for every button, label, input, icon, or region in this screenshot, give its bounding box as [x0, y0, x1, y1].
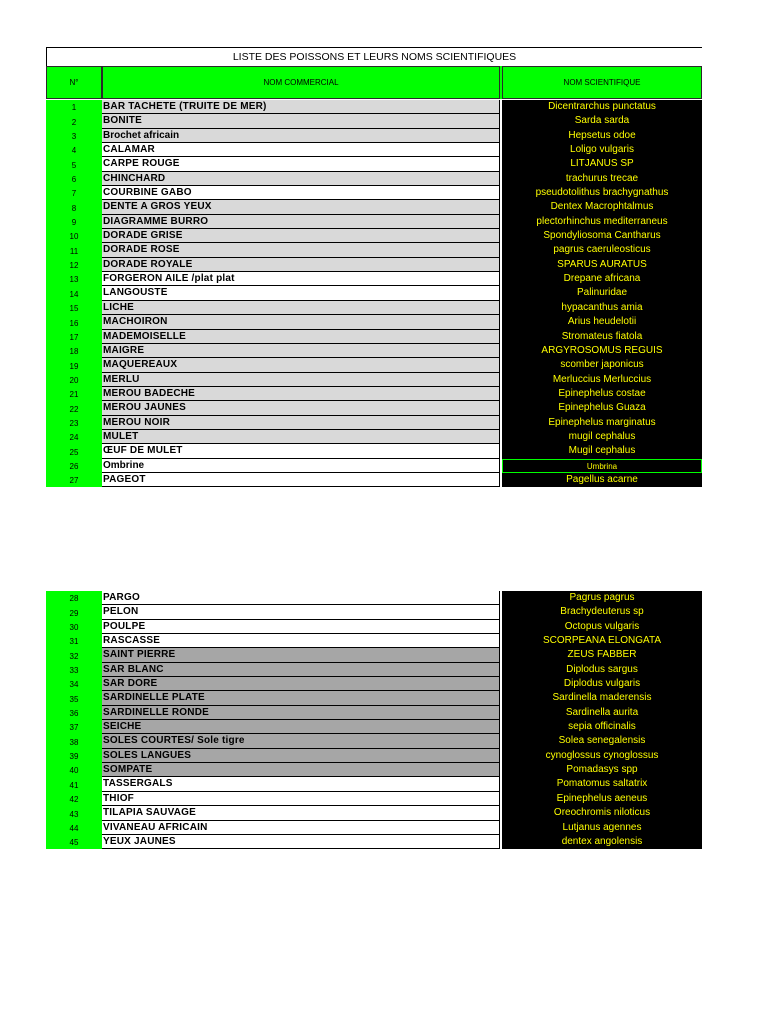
- fish-table-part-2: [46, 591, 702, 849]
- scientific-name-cell: Stromateus fiatola: [502, 330, 702, 344]
- commercial-name-cell: SAR DORE: [102, 677, 500, 691]
- table-row: [46, 444, 702, 458]
- row-number: 30: [46, 620, 102, 634]
- row-number: 14: [46, 286, 102, 300]
- scientific-name-cell: cynoglossus cynoglossus: [502, 749, 702, 763]
- scientific-name-cell: ARGYROSOMUS REGUIS: [502, 344, 702, 358]
- row-number: 37: [46, 720, 102, 734]
- commercial-name-cell: RASCASSE: [102, 634, 500, 648]
- scientific-name-cell: Pagellus acarne: [502, 473, 702, 487]
- scientific-name-cell: Merluccius Merluccius: [502, 373, 702, 387]
- table-row: [46, 157, 702, 171]
- row-number: 39: [46, 749, 102, 763]
- scientific-name-cell: Dentex Macrophtalmus: [502, 200, 702, 214]
- row-number: 2: [46, 114, 102, 128]
- commercial-name-cell: SEICHE: [102, 720, 500, 734]
- scientific-name-cell: sepia officinalis: [502, 720, 702, 734]
- scientific-name-cell: Brachydeuterus sp: [502, 605, 702, 619]
- table-row: [46, 215, 702, 229]
- scientific-name-cell: mugil cephalus: [502, 430, 702, 444]
- table-row: [46, 720, 702, 734]
- commercial-name-cell: MEROU BADECHE: [102, 387, 500, 401]
- commercial-name-cell: MULET: [102, 430, 500, 444]
- commercial-name-cell: VIVANEAU AFRICAIN: [102, 821, 500, 835]
- scientific-name-cell: LITJANUS SP: [502, 157, 702, 171]
- table-row: [46, 243, 702, 257]
- commercial-name-cell: COURBINE GABO: [102, 186, 500, 200]
- table-row: [46, 749, 702, 763]
- commercial-name-cell: BONITE: [102, 114, 500, 128]
- row-number: 27: [46, 473, 102, 487]
- table-row: [46, 706, 702, 720]
- scientific-name-cell: Epinephelus Guaza: [502, 401, 702, 415]
- commercial-name-cell: CALAMAR: [102, 143, 500, 157]
- row-number: 8: [46, 200, 102, 214]
- commercial-name-cell: CARPE ROUGE: [102, 157, 500, 171]
- row-number: 34: [46, 677, 102, 691]
- table-body-2: [46, 591, 702, 849]
- commercial-name-cell: PARGO: [102, 591, 500, 605]
- row-number: 18: [46, 344, 102, 358]
- scientific-name-cell: Epinephelus costae: [502, 387, 702, 401]
- table-row: [46, 286, 702, 300]
- row-number: 21: [46, 387, 102, 401]
- table-row: [46, 114, 702, 128]
- commercial-name-cell: DORADE ROYALE: [102, 258, 500, 272]
- table-header-row: [46, 66, 702, 99]
- row-number: 11: [46, 243, 102, 257]
- table-row: [46, 459, 702, 473]
- table-row: [46, 792, 702, 806]
- scientific-name-cell: pagrus caeruleosticus: [502, 243, 702, 257]
- table-row: [46, 777, 702, 791]
- scientific-name-cell: dentex angolensis: [502, 835, 702, 849]
- table-row: [46, 186, 702, 200]
- scientific-name-cell: plectorhinchus mediterraneus: [502, 215, 702, 229]
- table-row: [46, 315, 702, 329]
- header-scientific-name: NOM SCIENTIFIQUE: [502, 66, 702, 99]
- row-number: 22: [46, 401, 102, 415]
- row-number: 23: [46, 416, 102, 430]
- table-row: [46, 734, 702, 748]
- scientific-name-cell: Drepane africana: [502, 272, 702, 286]
- commercial-name-cell: SOLES COURTES/ Sole tigre: [102, 734, 500, 748]
- commercial-name-cell: POULPE: [102, 620, 500, 634]
- commercial-name-cell: Brochet africain: [102, 129, 500, 143]
- scientific-name-cell: Solea senegalensis: [502, 734, 702, 748]
- scientific-name-cell: Mugil cephalus: [502, 444, 702, 458]
- row-number: 3: [46, 129, 102, 143]
- commercial-name-cell: DORADE ROSE: [102, 243, 500, 257]
- row-number: 19: [46, 358, 102, 372]
- row-number: 25: [46, 444, 102, 458]
- row-number: 36: [46, 706, 102, 720]
- row-number: 1: [46, 100, 102, 114]
- commercial-name-cell: SAINT PIERRE: [102, 648, 500, 662]
- table-row: [46, 763, 702, 777]
- commercial-name-cell: LANGOUSTE: [102, 286, 500, 300]
- scientific-name-cell: Palinuridae: [502, 286, 702, 300]
- header-commercial-name: NOM COMMERCIAL: [102, 66, 500, 99]
- table-row: [46, 229, 702, 243]
- row-number: 17: [46, 330, 102, 344]
- row-number: 13: [46, 272, 102, 286]
- table-row: [46, 344, 702, 358]
- scientific-name-cell: Sardinella aurita: [502, 706, 702, 720]
- table-row: [46, 821, 702, 835]
- row-number: 43: [46, 806, 102, 820]
- table-row: [46, 358, 702, 372]
- commercial-name-cell: SOLES LANGUES: [102, 749, 500, 763]
- table-row: [46, 373, 702, 387]
- row-number: 5: [46, 157, 102, 171]
- scientific-name-cell: Epinephelus aeneus: [502, 792, 702, 806]
- scientific-name-cell: Arius heudelotii: [502, 315, 702, 329]
- scientific-name-cell: Dicentrarchus punctatus: [502, 100, 702, 114]
- scientific-name-cell: Umbrina: [502, 459, 702, 473]
- row-number: 31: [46, 634, 102, 648]
- scientific-name-cell: Loligo vulgaris: [502, 143, 702, 157]
- commercial-name-cell: CHINCHARD: [102, 172, 500, 186]
- scientific-name-cell: scomber japonicus: [502, 358, 702, 372]
- table-row: [46, 648, 702, 662]
- commercial-name-cell: TASSERGALS: [102, 777, 500, 791]
- scientific-name-cell: SCORPEANA ELONGATA: [502, 634, 702, 648]
- table-row: [46, 100, 702, 114]
- commercial-name-cell: LICHE: [102, 301, 500, 315]
- scientific-name-cell: Hepsetus odoe: [502, 129, 702, 143]
- commercial-name-cell: SARDINELLE RONDE: [102, 706, 500, 720]
- table-row: [46, 301, 702, 315]
- commercial-name-cell: DORADE GRISE: [102, 229, 500, 243]
- table-title: LISTE DES POISSONS ET LEURS NOMS SCIENTIFIQUES: [46, 47, 702, 66]
- scientific-name-cell: Pomatomus saltatrix: [502, 777, 702, 791]
- row-number: 20: [46, 373, 102, 387]
- fish-table-part-1: [46, 47, 702, 487]
- commercial-name-cell: MADEMOISELLE: [102, 330, 500, 344]
- commercial-name-cell: TILAPIA SAUVAGE: [102, 806, 500, 820]
- table-row: [46, 806, 702, 820]
- commercial-name-cell: SARDINELLE PLATE: [102, 691, 500, 705]
- row-number: 32: [46, 648, 102, 662]
- scientific-name-cell: Diplodus sargus: [502, 663, 702, 677]
- table-row: [46, 663, 702, 677]
- commercial-name-cell: ŒUF DE MULET: [102, 444, 500, 458]
- row-number: 29: [46, 605, 102, 619]
- table-row: [46, 605, 702, 619]
- scientific-name-cell: Pomadasys spp: [502, 763, 702, 777]
- commercial-name-cell: SAR BLANC: [102, 663, 500, 677]
- scientific-name-cell: Oreochromis niloticus: [502, 806, 702, 820]
- table-row: [46, 200, 702, 214]
- table-row: [46, 272, 702, 286]
- row-number: 44: [46, 821, 102, 835]
- scientific-name-cell: Diplodus vulgaris: [502, 677, 702, 691]
- commercial-name-cell: THIOF: [102, 792, 500, 806]
- commercial-name-cell: BAR TACHETE (TRUITE DE MER): [102, 100, 500, 114]
- commercial-name-cell: PAGEOT: [102, 473, 500, 487]
- commercial-name-cell: DIAGRAMME BURRO: [102, 215, 500, 229]
- commercial-name-cell: MAIGRE: [102, 344, 500, 358]
- header-number: N°: [46, 66, 102, 99]
- row-number: 35: [46, 691, 102, 705]
- scientific-name-cell: Lutjanus agennes: [502, 821, 702, 835]
- row-number: 4: [46, 143, 102, 157]
- row-number: 41: [46, 777, 102, 791]
- row-number: 10: [46, 229, 102, 243]
- table-row: [46, 330, 702, 344]
- table-row: [46, 387, 702, 401]
- table-row: [46, 416, 702, 430]
- row-number: 26: [46, 459, 102, 473]
- table-row: [46, 143, 702, 157]
- scientific-name-cell: ZEUS FABBER: [502, 648, 702, 662]
- table-row: [46, 677, 702, 691]
- scientific-name-cell: Pagrus pagrus: [502, 591, 702, 605]
- row-number: 16: [46, 315, 102, 329]
- commercial-name-cell: Ombrine: [102, 459, 500, 473]
- row-number: 24: [46, 430, 102, 444]
- scientific-name-cell: Spondyliosoma Cantharus: [502, 229, 702, 243]
- table-row: [46, 473, 702, 487]
- table-row: [46, 258, 702, 272]
- row-number: 42: [46, 792, 102, 806]
- table-row: [46, 129, 702, 143]
- table-row: [46, 835, 702, 849]
- row-number: 45: [46, 835, 102, 849]
- commercial-name-cell: DENTE A GROS YEUX: [102, 200, 500, 214]
- commercial-name-cell: PELON: [102, 605, 500, 619]
- scientific-name-cell: Epinephelus marginatus: [502, 416, 702, 430]
- table-row: [46, 401, 702, 415]
- table-row: [46, 634, 702, 648]
- scientific-name-cell: hypacanthus amia: [502, 301, 702, 315]
- commercial-name-cell: MACHOIRON: [102, 315, 500, 329]
- commercial-name-cell: MAQUEREAUX: [102, 358, 500, 372]
- commercial-name-cell: YEUX JAUNES: [102, 835, 500, 849]
- table-row: [46, 691, 702, 705]
- row-number: 33: [46, 663, 102, 677]
- table-row: [46, 172, 702, 186]
- scientific-name-cell: SPARUS AURATUS: [502, 258, 702, 272]
- row-number: 38: [46, 734, 102, 748]
- row-number: 9: [46, 215, 102, 229]
- commercial-name-cell: FORGERON AILE /plat plat: [102, 272, 500, 286]
- scientific-name-cell: Sarda sarda: [502, 114, 702, 128]
- commercial-name-cell: SOMPATE: [102, 763, 500, 777]
- table-body-1: [46, 100, 702, 487]
- row-number: 7: [46, 186, 102, 200]
- commercial-name-cell: MEROU NOIR: [102, 416, 500, 430]
- scientific-name-cell: pseudotolithus brachygnathus: [502, 186, 702, 200]
- commercial-name-cell: MERLU: [102, 373, 500, 387]
- row-number: 12: [46, 258, 102, 272]
- row-number: 28: [46, 591, 102, 605]
- table-row: [46, 591, 702, 605]
- table-row: [46, 620, 702, 634]
- scientific-name-cell: trachurus trecae: [502, 172, 702, 186]
- row-number: 6: [46, 172, 102, 186]
- table-row: [46, 430, 702, 444]
- scientific-name-cell: Octopus vulgaris: [502, 620, 702, 634]
- row-number: 15: [46, 301, 102, 315]
- scientific-name-cell: Sardinella maderensis: [502, 691, 702, 705]
- commercial-name-cell: MEROU JAUNES: [102, 401, 500, 415]
- row-number: 40: [46, 763, 102, 777]
